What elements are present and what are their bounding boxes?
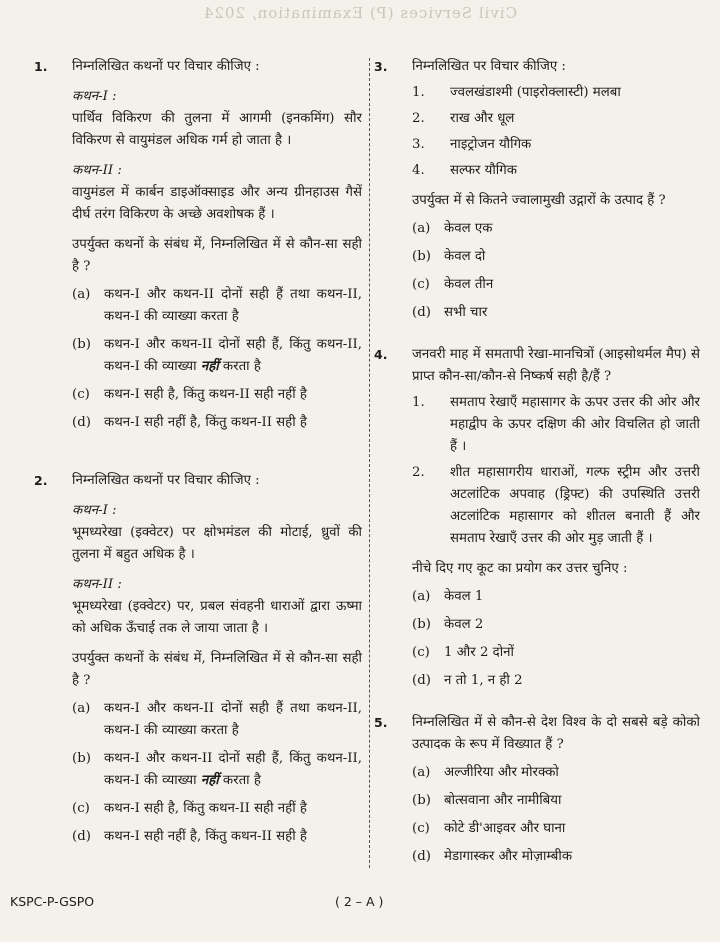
option-text: कथन-I सही है, किंतु कथन-II सही नहीं है <box>104 801 307 816</box>
option-label: (b) <box>72 337 91 352</box>
option-label: (c) <box>412 821 430 836</box>
option-text: बोत्सवाना और नामीबिया <box>444 793 562 808</box>
option-label: (b) <box>412 793 431 808</box>
option-text-pre: कथन-I और कथन-II दोनों सही हैं, किंतु कथन-II, कथन-I की व्याख्या <box>104 337 362 374</box>
option-text: अल्जीरिया और मोरक्को <box>444 765 559 780</box>
option-text-emphasis: नहीं <box>200 359 219 374</box>
option-d[interactable] <box>412 670 700 692</box>
option-b[interactable] <box>412 246 700 268</box>
question-number: 1. <box>34 59 48 74</box>
list-item <box>412 462 700 550</box>
page-number: ( 2 – A ) <box>335 894 384 909</box>
question-number: 5. <box>374 715 388 730</box>
option-label: (d) <box>412 305 431 320</box>
item-number: 2. <box>412 111 425 126</box>
option-text: मेडागास्कर और मोज़ाम्बीक <box>444 849 573 864</box>
item-text: नाइट्रोजन यौगिक <box>450 137 532 152</box>
question-5 <box>374 712 700 868</box>
item-number: 1. <box>412 395 425 410</box>
option-a[interactable] <box>412 218 700 240</box>
option-text: केवल तीन <box>444 277 494 292</box>
option-d[interactable] <box>412 302 700 324</box>
item-number: 3. <box>412 137 425 152</box>
option-label: (c) <box>72 387 90 402</box>
option-c[interactable] <box>412 274 700 296</box>
option-text: केवल 2 <box>444 617 484 632</box>
option-text-post: करता है <box>218 773 261 788</box>
booklet-code: KSPC-P-GSPO <box>10 894 95 909</box>
question-number: 3. <box>374 59 388 74</box>
list-item <box>412 134 700 156</box>
question-text: नीचे दिए गए कूट का प्रयोग कर उत्तर चुनिए : <box>412 561 628 576</box>
list-item <box>412 82 700 104</box>
statement-2-text: वायुमंडल में कार्बन डाइऑक्साइड और अन्य ग्रीनहाउस गैसें दीर्घ तरंग विकिरण के अच्छे अवशोषक हैं । <box>72 185 362 222</box>
question-2 <box>34 470 362 848</box>
item-text: ज्वलखंडाश्मी (पाइरोक्लास्टी) मलबा <box>450 85 621 100</box>
option-label: (a) <box>72 287 91 302</box>
option-a[interactable] <box>72 698 362 742</box>
statement-1-label: कथन-I : <box>72 503 117 518</box>
option-b[interactable] <box>72 334 362 378</box>
option-label: (a) <box>412 221 431 236</box>
option-text: कथन-I और कथन-II दोनों सही हैं तथा कथन-II, कथन-I की व्याख्या करता है <box>104 701 362 738</box>
statement-2-text: भूमध्यरेखा (इक्वेटर) पर, प्रबल संवहनी धाराओं द्वारा ऊष्मा को अधिक ऊँचाई तक ले जाया जाता है । <box>72 599 362 636</box>
option-text-post: करता है <box>218 359 261 374</box>
item-text: सल्फर यौगिक <box>450 163 517 178</box>
option-text-pre: कथन-I और कथन-II दोनों सही हैं, किंतु कथन-II, कथन-I की व्याख्या <box>104 751 362 788</box>
option-a[interactable] <box>412 762 700 784</box>
option-d[interactable] <box>72 826 362 848</box>
question-prompt: निम्नलिखित कथनों पर विचार कीजिए : <box>72 473 260 488</box>
option-text: कथन-I सही है, किंतु कथन-II सही नहीं है <box>104 387 307 402</box>
statement-1-text: भूमध्यरेखा (इक्वेटर) पर क्षोभमंडल की मोटाई, ध्रुवों की तुलना में बहुत अधिक है । <box>72 525 362 562</box>
question-text: उपर्युक्त कथनों के संबंध में, निम्नलिखित में से कौन-सा सही है ? <box>72 237 362 274</box>
mirrored-watermark: Civil Services (P) Examination, 2024 <box>202 4 518 22</box>
question-text: उपर्युक्त कथनों के संबंध में, निम्नलिखित में से कौन-सा सही है ? <box>72 651 362 688</box>
question-prompt: निम्नलिखित पर विचार कीजिए : <box>412 59 566 74</box>
option-b[interactable] <box>412 614 700 636</box>
item-number: 2. <box>412 465 425 480</box>
option-a[interactable] <box>72 284 362 328</box>
option-a[interactable] <box>412 586 700 608</box>
option-d[interactable] <box>72 412 362 434</box>
option-label: (c) <box>72 801 90 816</box>
option-label: (a) <box>72 701 91 716</box>
option-text: सभी चार <box>444 305 488 320</box>
option-label: (a) <box>412 589 431 604</box>
question-prompt: जनवरी माह में समतापी रेखा-मानचित्रों (आइसोथर्मल मैप) से प्राप्त कौन-सा/कौन-से निष्कर्ष सही है/हैं ? <box>412 347 700 384</box>
column-divider <box>369 58 370 868</box>
list-item <box>412 160 700 182</box>
item-text: समताप रेखाएँ महासागर के ऊपर उत्तर की ओर और महाद्वीप के ऊपर दक्षिण की ओर विचलित हो जाती हैं । <box>450 395 700 454</box>
option-text: कथन-I सही नहीं है, किंतु कथन-II सही है <box>104 415 307 430</box>
question-number: 2. <box>34 473 48 488</box>
question-3 <box>374 56 700 324</box>
question-text: उपर्युक्त में से कितने ज्वालामुखी उद्गारों के उत्पाद हैं ? <box>412 193 666 208</box>
item-text: राख और धूल <box>450 111 515 126</box>
option-b[interactable] <box>412 790 700 812</box>
option-label: (d) <box>72 829 91 844</box>
statement-1-text: पार्थिव विकिरण की तुलना में आगमी (इनकमिंग) सौर विकिरण से वायुमंडल अधिक गर्म हो जाता है । <box>72 111 362 148</box>
question-1 <box>34 56 362 434</box>
option-text: केवल एक <box>444 221 493 236</box>
item-text: शीत महासागरीय धाराओं, गल्फ स्ट्रीम और उत्तरी अटलांटिक अपवाह (ड्रिफ्ट) की उपस्थिति उत्तरी अटलांटिक महासागर को शीतल बनाती हैं और समताप रेखाएँ उत्तर की ओर मुड़ जाती हैं । <box>450 465 700 546</box>
option-label: (b) <box>412 617 431 632</box>
list-item <box>412 108 700 130</box>
item-number: 1. <box>412 85 425 100</box>
option-text: केवल दो <box>444 249 486 264</box>
option-label: (d) <box>72 415 91 430</box>
option-c[interactable] <box>72 384 362 406</box>
option-text: केवल 1 <box>444 589 484 604</box>
option-text: कथन-I और कथन-II दोनों सही हैं तथा कथन-II, कथन-I की व्याख्या करता है <box>104 287 362 324</box>
option-label: (c) <box>412 277 430 292</box>
option-label: (d) <box>412 673 431 688</box>
question-prompt: निम्नलिखित में से कौन-से देश विश्व के दो सबसे बड़े कोको उत्पादक के रूप में विख्यात हैं ? <box>412 715 700 752</box>
option-text: कोटे डी'आइवर और घाना <box>444 821 566 836</box>
option-label: (b) <box>72 751 91 766</box>
item-number: 4. <box>412 163 425 178</box>
option-b[interactable] <box>72 748 362 792</box>
question-prompt: निम्नलिखित कथनों पर विचार कीजिए : <box>72 59 260 74</box>
question-number: 4. <box>374 347 388 362</box>
statement-1-label: कथन-I : <box>72 89 117 104</box>
option-text: कथन-I सही नहीं है, किंतु कथन-II सही है <box>104 829 307 844</box>
statement-2-label: कथन-II : <box>72 577 122 592</box>
question-4 <box>374 344 700 692</box>
option-label: (b) <box>412 249 431 264</box>
option-label: (d) <box>412 849 431 864</box>
option-label: (a) <box>412 765 431 780</box>
left-column <box>34 56 362 868</box>
option-c[interactable] <box>412 642 700 664</box>
right-column <box>374 56 700 888</box>
option-text-emphasis: नहीं <box>200 773 219 788</box>
statement-2-label: कथन-II : <box>72 163 122 178</box>
option-d[interactable] <box>412 846 700 868</box>
option-text: 1 और 2 दोनों <box>444 645 514 660</box>
option-c[interactable] <box>412 818 700 840</box>
list-item <box>412 392 700 458</box>
option-c[interactable] <box>72 798 362 820</box>
option-label: (c) <box>412 645 430 660</box>
option-text: न तो 1, न ही 2 <box>444 673 523 688</box>
